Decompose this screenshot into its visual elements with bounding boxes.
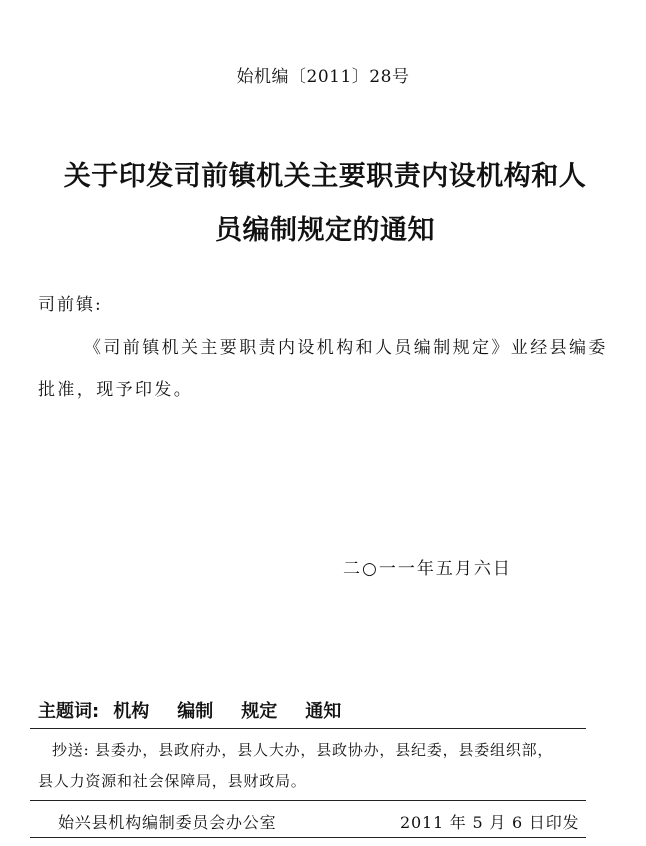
divider-line xyxy=(30,837,586,838)
cc-distribution-list xyxy=(38,735,618,797)
document-title-line-2: 员编制规定的通知 xyxy=(215,215,435,246)
keyword-term: 编制 xyxy=(177,701,214,722)
keywords-label: 主题词: xyxy=(38,701,100,722)
salutation: 司前镇: xyxy=(38,295,103,315)
keyword-term: 通知 xyxy=(305,701,342,722)
issue-date: 2011 年 5 月 6 日印发 xyxy=(400,813,580,832)
issuing-office: 始兴县机构编制委员会办公室 xyxy=(58,813,277,832)
cc-line-1: 抄送: 县委办，县政府办，县人大办，县政协办，县纪委，县委组织部， xyxy=(52,741,554,759)
signature-date: 二○一一年五月六日 xyxy=(343,559,512,579)
document-number: 始机编〔2011〕28号 xyxy=(236,67,410,87)
divider-line xyxy=(30,800,586,801)
keyword-term: 规定 xyxy=(241,701,278,722)
divider-line xyxy=(30,728,586,729)
cc-line-2: 县人力资源和社会保障局，县财政局。 xyxy=(38,772,307,790)
subject-keywords xyxy=(38,697,341,723)
document-title-line-1: 关于印发司前镇机关主要职责内设机构和人 xyxy=(63,161,587,192)
keyword-term: 机构 xyxy=(113,701,150,722)
body-paragraph: 《司前镇机关主要职责内设机构和人员编制规定》业经县编委批准，现予印发。 xyxy=(38,338,608,400)
document-title xyxy=(30,150,620,258)
